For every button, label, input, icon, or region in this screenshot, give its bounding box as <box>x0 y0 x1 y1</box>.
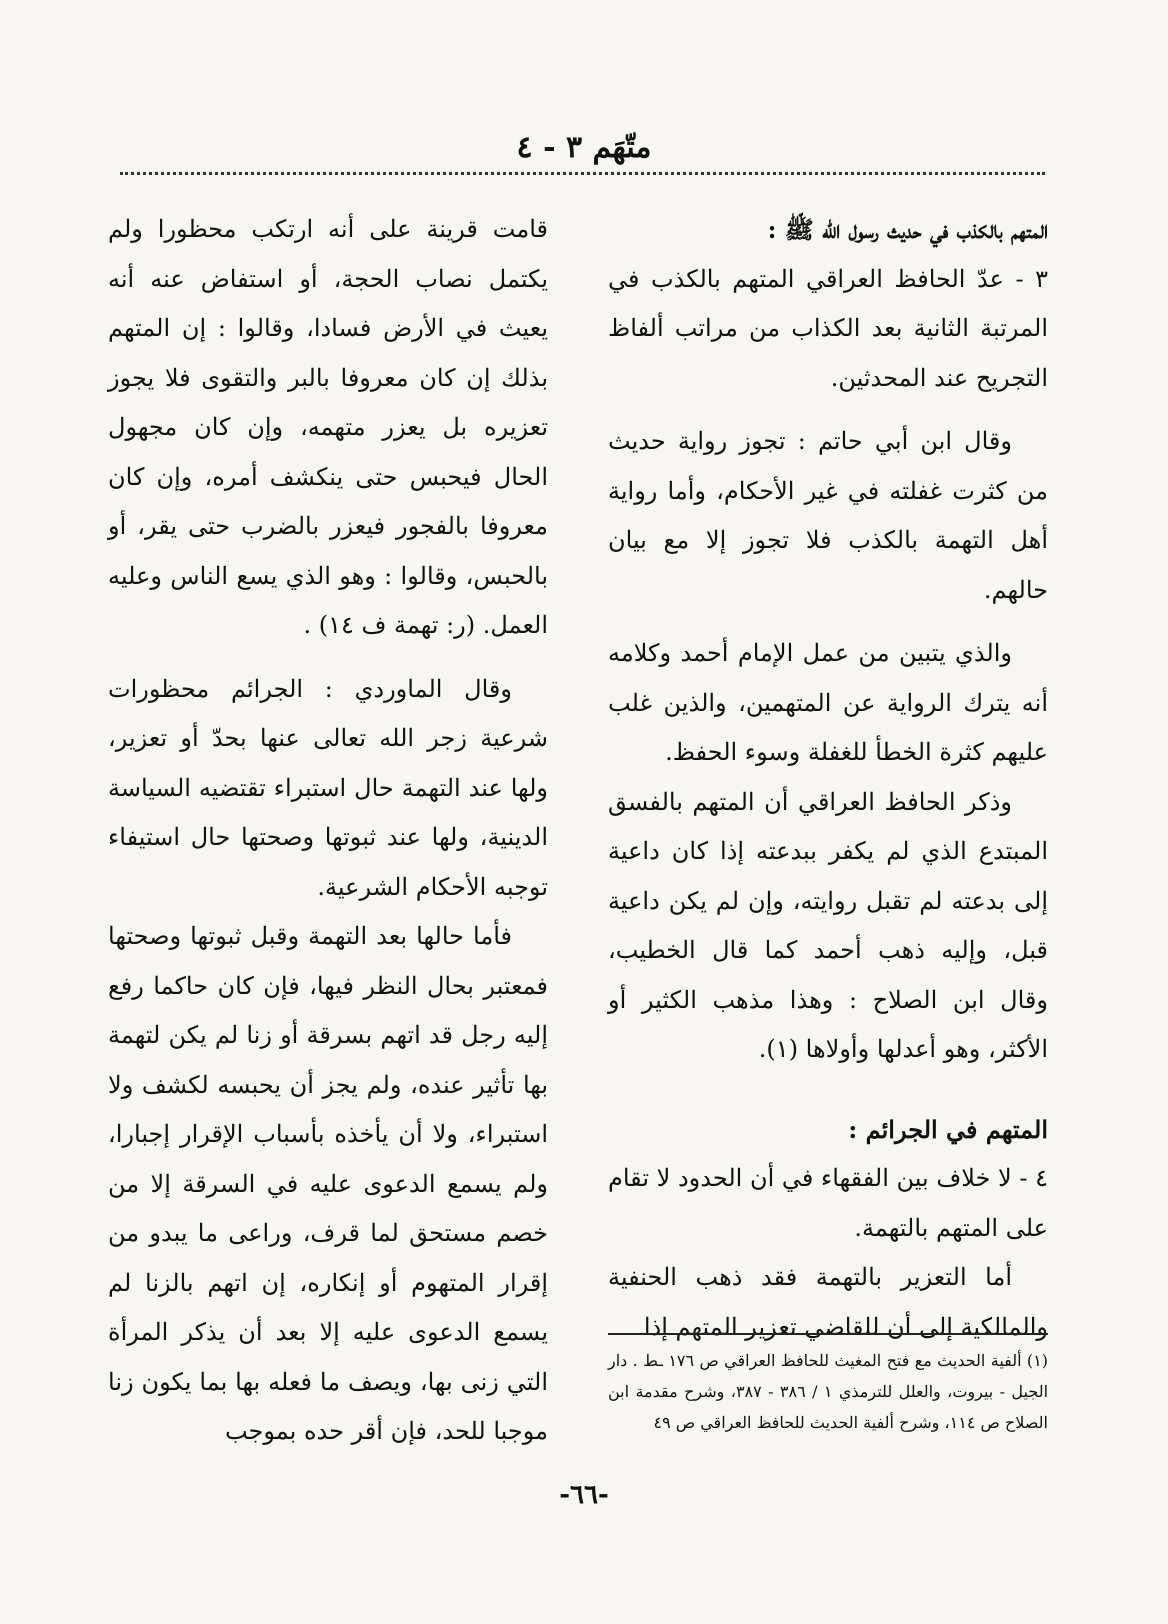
page-number: -٦٦- <box>559 1480 609 1510</box>
paragraph: أما التعزير بالتهمة فقد ذهب الحنفية والمالكية إلى أن للقاضي تعزير المتهم إذا <box>608 1263 1048 1341</box>
left-column <box>108 205 548 1457</box>
paragraph: ٣ - عدّ الحافظ العراقي المتهم بالكذب في المرتبة الثانية بعد الكذاب من مراتب ألفاظ التجريح عند المحدثين. <box>608 264 1048 392</box>
paragraph: وقال الماوردي : الجرائم محظورات شرعية زجر الله تعالى عنها بحدّ أو تعزير، ولها عند التهمة حال استبراء تقتضيه السياسة الدينية، ولها عند ثبوتها وصحتها حال استيفاء توجبه الأحكام الشرعية. <box>108 674 548 901</box>
right-column <box>608 205 1048 1352</box>
paragraph: فأما حالها بعد التهمة وقبل ثبوتها وصحتها فمعتبر بحال النظر فيها، فإن كان حاكما رفع إليه رجل قد اتهم بسرقة أو زنا لم يكن لتهمة بها تأثير عنده، ولم يجز أن يحبسه لكشف ولا استبراء، ولا أن يأخذه بأسباب الإقرار إجبارا، ولم يسمع الدعوى عليه في السرقة إلا من خصم مستحق لما قرف، وراعى ما يبدو من إقرار المتهوم أو إنكاره، إن اتهم بالزنا لم يسمع الدعوى عليه إلا بعد أن يذكر المرأة التي زنى بها، ويصف ما فعله بها بما يكون زنا موجبا للحد، فإن أقر حده بموجب <box>108 922 548 1445</box>
paragraph: ٤ - لا خلاف بين الفقهاء في أن الحدود لا تقام على المتهم بالتهمة. <box>608 1164 1048 1242</box>
footnote-text: (١) ألفية الحديث مع فتح المغيث للحافظ العراقي ص ١٧٦ ـط . دار الجيل - بيروت، والعلل للترمذي ١ / ٣٨٦ - ٣٨٧، وشرح مقدمة ابن الصلاح ص ١١٤، وشرح ألفية الحديث للحافظ العراقي ص ٤٩ <box>608 1351 1049 1432</box>
paragraph: وذكر الحافظ العراقي أن المتهم بالفسق المبتدع الذي لم يكفر ببدعته إذا كان داعية إلى بدعته لم تقبل روايته، وإن لم يكن داعية قبل، وإليه ذهب أحمد كما قال الخطيب، وقال ابن الصلاح : وهذا مذهب الكثير أو الأكثر، وهو أعدلها وأولاها (١). <box>608 787 1048 1063</box>
section-heading: المتهم في الجرائم : <box>848 1114 1048 1144</box>
paragraph: قامت قرينة على أنه ارتكب محظورا ولم يكتمل نصاب الحجة، أو استفاض عنه أنه يعيث في الأرض فسادا، وقالوا : إن المتهم بذلك إن كان معروفا بالبر والتقوى فلا يجوز تعزيره بل يعزر متهمه، وإن كان مجهول الحال فيحبس حتى ينكشف أمره، وإن كان معروفا بالفجور فيعزر بالضرب حتى يقر، أو بالحبس، وقالوا : وهو الذي يسع الناس وعليه العمل. (ر: تهمة ف ١٤) . <box>108 215 548 639</box>
paragraph: والذي يتبين من عمل الإمام أحمد وكلامه أنه يترك الرواية عن المتهمين، والذين غلب عليهم كثرة الخطأ للغفلة وسوء الحفظ. <box>608 639 1048 766</box>
header-divider <box>120 172 1045 175</box>
section-heading: المتهم بالكذب في حديث رسول الله ﷺ : <box>767 215 1048 244</box>
footnote-divider <box>608 1333 1048 1335</box>
footnote <box>608 1345 1048 1438</box>
paragraph: وقال ابن أبي حاتم : تجوز رواية حديث من كثرت غفلته في غير الأحكام، وأما رواية أهل التهمة بالكذب فلا تجوز إلا مع بيان حالهم. <box>608 427 1048 604</box>
page-header: متّهَم ٣ - ٤ <box>516 130 652 165</box>
